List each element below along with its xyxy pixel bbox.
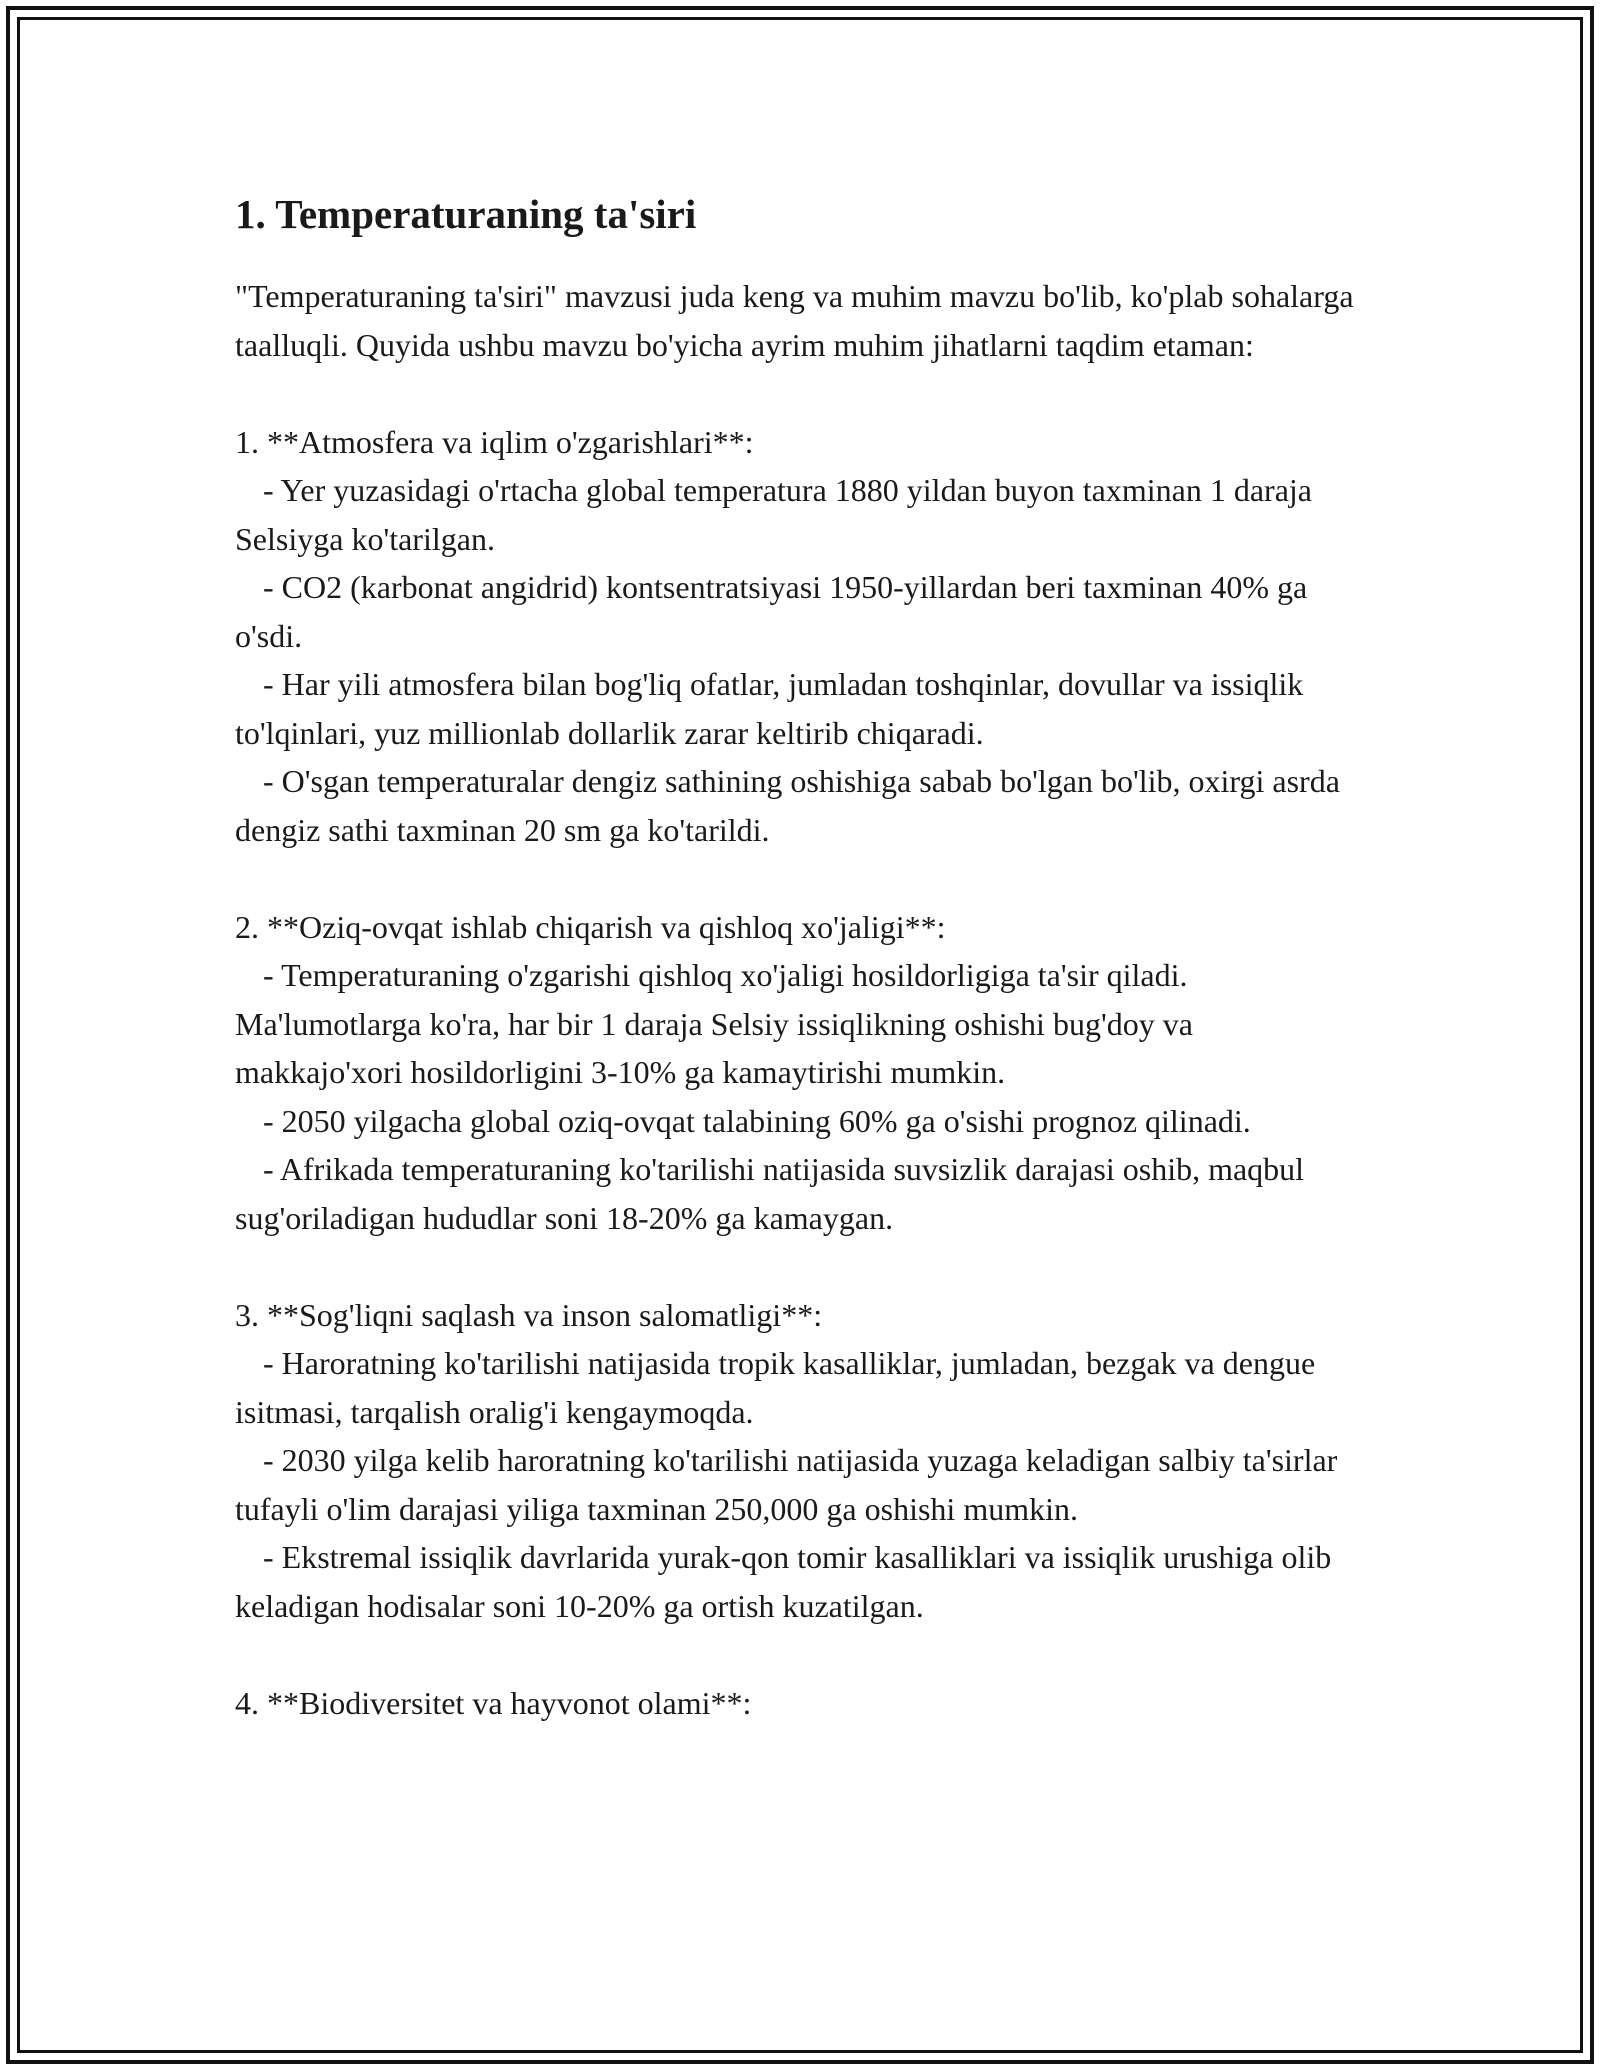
document-title: 1. Temperaturaning ta'siri xyxy=(235,191,697,237)
bullet-item: - 2030 yilga kelib haroratning ko'tarilishi natijasida yuzaga keladigan salbiy ta'sirlar tufayli o'lim darajasi yiliga taxminan 250,000 ga oshishi mumkin. xyxy=(235,1442,1338,1527)
document-body xyxy=(235,190,1365,1727)
bullet-item: - O'sgan temperaturalar dengiz sathining oshishiga sabab bo'lgan bo'lib, oxirgi asrda dengiz sathi taxminan 20 sm ga ko'tarildi. xyxy=(235,763,1340,848)
bullet-item: - 2050 yilgacha global oziq-ovqat talabining 60% ga o'sishi prognoz qilinadi. xyxy=(263,1102,1251,1139)
bullet-item: - Ekstremal issiqlik davrlarida yurak-qon tomir kasalliklari va issiqlik urushiga olib keladigan hodisalar soni 10-20% ga ortish kuzatilgan. xyxy=(235,1539,1332,1624)
section-2 xyxy=(235,903,1365,1243)
bullet-item: - Har yili atmosfera bilan bog'liq ofatlar, jumladan toshqinlar, dovullar va issiqlik to'lqinlari, yuz millionlab dollarlik zarar keltirib chiqaradi. xyxy=(235,666,1304,751)
section-heading: 1. **Atmosfera va iqlim o'zgarishlari**: xyxy=(235,423,754,460)
section-heading: 2. **Oziq-ovqat ishlab chiqarish va qishloq xo'jaligi**: xyxy=(235,908,946,945)
section-3 xyxy=(235,1291,1365,1631)
intro-paragraph: "Temperaturaning ta'siri" mavzusi juda keng va muhim mavzu bo'lib, ko'plab sohalarga taalluqli. Quyida ushbu mavzu bo'yicha ayrim muhim jihatlarni taqdim etaman: xyxy=(235,278,1354,363)
bullet-item: - Temperaturaning o'zgarishi qishloq xo'jaligi hosildorligiga ta'sir qiladi. Ma'lumotlarga ko'ra, har bir 1 daraja Selsiy issiqlikning oshishi bug'doy va makkajo'xori hosildorligini 3-10% ga kamaytirishi mumkin. xyxy=(235,957,1193,1090)
bullet-item: - CO2 (karbonat angidrid) kontsentratsiyasi 1950-yillardan beri taxminan 40% ga o'sdi. xyxy=(235,569,1308,654)
section-1 xyxy=(235,418,1365,855)
bullet-item: - Afrikada temperaturaning ko'tarilishi natijasida suvsizlik darajasi oshib, maqbul sug'oriladigan hududlar soni 18-20% ga kamaygan. xyxy=(235,1151,1305,1236)
section-heading: 3. **Sog'liqni saqlash va inson salomatligi**: xyxy=(235,1296,823,1333)
bullet-item: - Haroratning ko'tarilishi natijasida tropik kasalliklar, jumladan, bezgak va dengue isitmasi, tarqalish oralig'i kengaymoqda. xyxy=(235,1345,1316,1430)
section-heading: 4. **Biodiversitet va hayvonot olami**: xyxy=(235,1684,752,1721)
section-4 xyxy=(235,1679,1365,1728)
bullet-item: - Yer yuzasidagi o'rtacha global temperatura 1880 yildan buyon taxminan 1 daraja Selsiyga ko'tarilgan. xyxy=(235,472,1312,557)
